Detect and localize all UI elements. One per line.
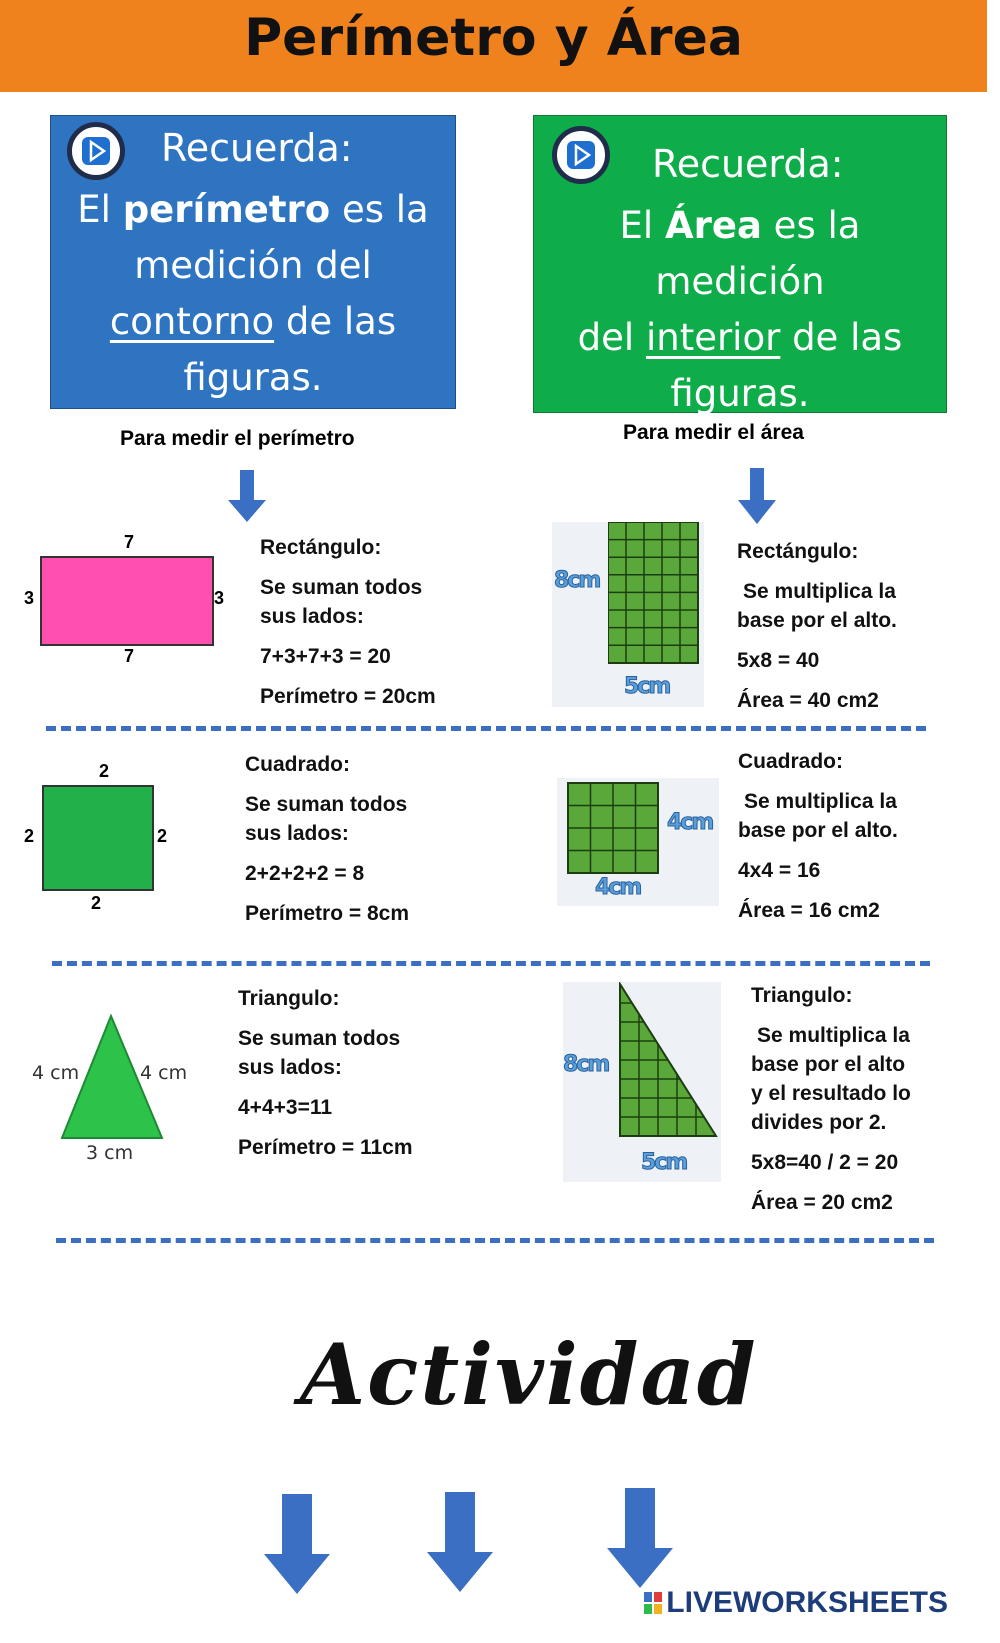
page-title: Perímetro y Área [244, 8, 743, 68]
width-label: 5cm [641, 1150, 687, 1175]
section-divider [52, 961, 930, 966]
reminder-title: Recuerda: [161, 126, 353, 170]
calculation: 2+2+2+2 = 8 [245, 862, 365, 885]
liveworksheets-logo[interactable] [644, 1586, 948, 1620]
rule-line: sus lados: [260, 605, 364, 628]
area-rect-description [737, 537, 897, 715]
perimeter-definition: El perímetro es la medición del contorno de las figuras. [77, 188, 429, 399]
calculation: 4x4 = 16 [738, 859, 821, 882]
rect-left-label: 3 [24, 588, 35, 608]
area-square-description [738, 747, 898, 925]
section-divider [56, 1238, 934, 1243]
rule-line: sus lados: [238, 1056, 342, 1079]
perimeter-square-description [245, 750, 409, 928]
square-left-label: 2 [24, 826, 35, 846]
rule-line: Se suman todos [238, 1027, 401, 1050]
brand-name: LIVEWORKSHEETS [666, 1586, 948, 1619]
result: Perímetro = 8cm [245, 902, 410, 925]
result: Perímetro = 11cm [238, 1136, 413, 1159]
down-arrow-icon [605, 1488, 675, 1588]
rule-line: Se multiplica la [743, 580, 896, 603]
shape-name: Triangulo: [751, 984, 853, 1007]
result: Área = 40 cm2 [737, 689, 879, 712]
square-grid [567, 782, 659, 874]
calculation: 5x8 = 40 [737, 649, 820, 672]
title-banner [0, 0, 987, 92]
calculation: 7+3+7+3 = 20 [260, 645, 391, 668]
result: Área = 16 cm2 [738, 899, 880, 922]
pink-rectangle-shape [40, 556, 214, 646]
rule-line: Se multiplica la [744, 790, 897, 813]
triangle-grid [618, 982, 718, 1138]
rule-line: Se suman todos [260, 576, 423, 599]
rule-line: divides por 2. [751, 1111, 887, 1134]
perimeter-rect-description [260, 533, 436, 711]
rule-line: y el resultado lo [751, 1082, 911, 1105]
shape-name: Rectángulo: [737, 540, 859, 563]
rect-right-label: 3 [214, 588, 225, 608]
square-right-label: 2 [157, 826, 168, 846]
width-label: 4cm [595, 875, 641, 900]
down-arrow-icon [425, 1492, 495, 1592]
rect-top-label: 7 [124, 532, 135, 552]
logo-icon [644, 1588, 662, 1610]
play-icon[interactable] [67, 122, 125, 180]
area-definition: El Área es la medición del interior de las figuras. [577, 204, 903, 415]
area-caption: Para medir el área [623, 421, 804, 444]
triangle-base-label: 3 cm [86, 1142, 134, 1164]
width-label: 5cm [624, 674, 670, 699]
section-divider [46, 726, 926, 731]
shape-name: Triangulo: [238, 987, 340, 1010]
reminder-title: Recuerda: [652, 142, 844, 186]
shape-name: Cuadrado: [738, 750, 843, 773]
down-arrow-icon [226, 470, 268, 522]
rule-line: base por el alto [751, 1053, 906, 1076]
square-top-label: 2 [99, 761, 110, 781]
height-label: 8cm [554, 568, 600, 593]
green-square-shape [42, 785, 154, 891]
rectangle-grid [608, 522, 699, 664]
rule-line: sus lados: [245, 822, 349, 845]
down-arrow-icon [736, 468, 778, 524]
rect-bottom-label: 7 [124, 646, 135, 666]
triangle-right-label: 4 cm [140, 1062, 188, 1084]
area-rectangle-figure [552, 522, 704, 707]
result: Perímetro = 20cm [260, 685, 436, 708]
rule-line: base por el alto. [738, 819, 898, 842]
rule-line: base por el alto. [737, 609, 897, 632]
area-triangle-description [751, 981, 911, 1217]
activity-title: Actividad [300, 1325, 758, 1424]
calculation: 4+4+3=11 [238, 1096, 333, 1119]
height-label: 8cm [563, 1052, 609, 1077]
calculation: 5x8=40 / 2 = 20 [751, 1151, 899, 1174]
shape-name: Cuadrado: [245, 753, 350, 776]
square-bottom-label: 2 [91, 893, 102, 913]
play-icon[interactable] [552, 126, 610, 184]
area-square-figure [557, 778, 719, 906]
perimeter-reminder-box [50, 115, 456, 409]
rule-line: Se multiplica la [757, 1024, 910, 1047]
height-label: 4cm [667, 810, 713, 835]
shape-name: Rectángulo: [260, 536, 382, 559]
down-arrow-icon [262, 1494, 332, 1594]
triangle-left-label: 4 cm [32, 1062, 80, 1084]
result: Área = 20 cm2 [751, 1191, 893, 1214]
perimeter-triangle-description [238, 984, 413, 1162]
rule-line: Se suman todos [245, 793, 408, 816]
perimeter-caption: Para medir el perímetro [120, 427, 355, 450]
area-triangle-figure [563, 982, 721, 1182]
area-reminder-box [533, 115, 947, 413]
